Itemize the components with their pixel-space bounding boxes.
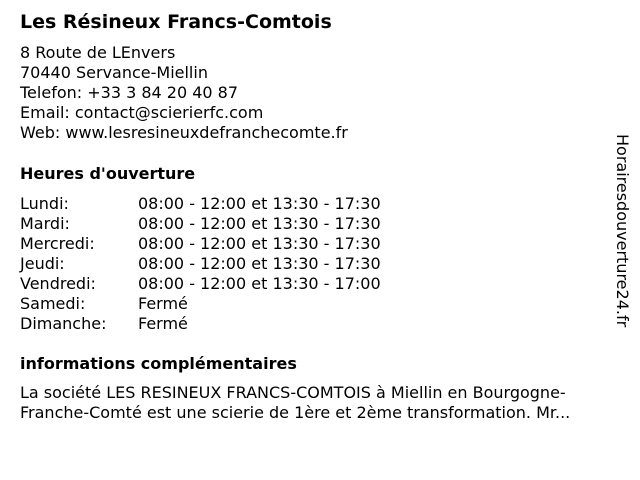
hours-value: Fermé — [138, 314, 188, 333]
opening-hours-table — [20, 194, 381, 334]
address-city: 70440 Servance-Miellin — [20, 63, 208, 82]
company-name: Les Résineux Francs-Comtois — [20, 11, 332, 33]
phone-number: Telefon: +33 3 84 20 40 87 — [20, 83, 239, 102]
hours-row-jeudi — [20, 254, 381, 274]
day-label: Mercredi: — [20, 234, 95, 253]
info-heading: informations complémentaires — [20, 354, 297, 373]
day-label: Samedi: — [20, 294, 86, 313]
hours-value: 08:00 - 12:00 et 13:30 - 17:00 — [138, 274, 381, 293]
watermark-text: Horairesdouverture24.fr — [613, 134, 632, 328]
day-label: Lundi: — [20, 194, 69, 213]
hours-value: Fermé — [138, 294, 188, 313]
day-label: Vendredi: — [20, 274, 96, 293]
email-address: Email: contact@scierierfc.com — [20, 103, 264, 122]
hours-row-mardi — [20, 214, 381, 234]
hours-value: 08:00 - 12:00 et 13:30 - 17:30 — [138, 194, 381, 213]
day-label: Jeudi: — [20, 254, 65, 273]
hours-row-samedi — [20, 294, 381, 314]
day-label: Mardi: — [20, 214, 70, 233]
hours-value: 08:00 - 12:00 et 13:30 - 17:30 — [138, 254, 381, 273]
hours-row-lundi — [20, 194, 381, 214]
website: Web: www.lesresineuxdefranchecomte.fr — [20, 123, 348, 142]
day-label: Dimanche: — [20, 314, 107, 333]
hours-row-mercredi — [20, 234, 381, 254]
hours-heading: Heures d'ouverture — [20, 164, 196, 183]
hours-row-vendredi — [20, 274, 381, 294]
contact-details — [20, 43, 348, 143]
info-description: La société LES RESINEUX FRANCS-COMTOIS à Miellin en Bourgogne-Franche-Comté est une scierie de 1ère et 2ème transformation. Mr... — [20, 383, 571, 422]
hours-value: 08:00 - 12:00 et 13:30 - 17:30 — [138, 214, 381, 233]
hours-row-dimanche — [20, 314, 381, 334]
hours-value: 08:00 - 12:00 et 13:30 - 17:30 — [138, 234, 381, 253]
address-street: 8 Route de LEnvers — [20, 43, 176, 62]
watermark-container — [612, 134, 632, 344]
